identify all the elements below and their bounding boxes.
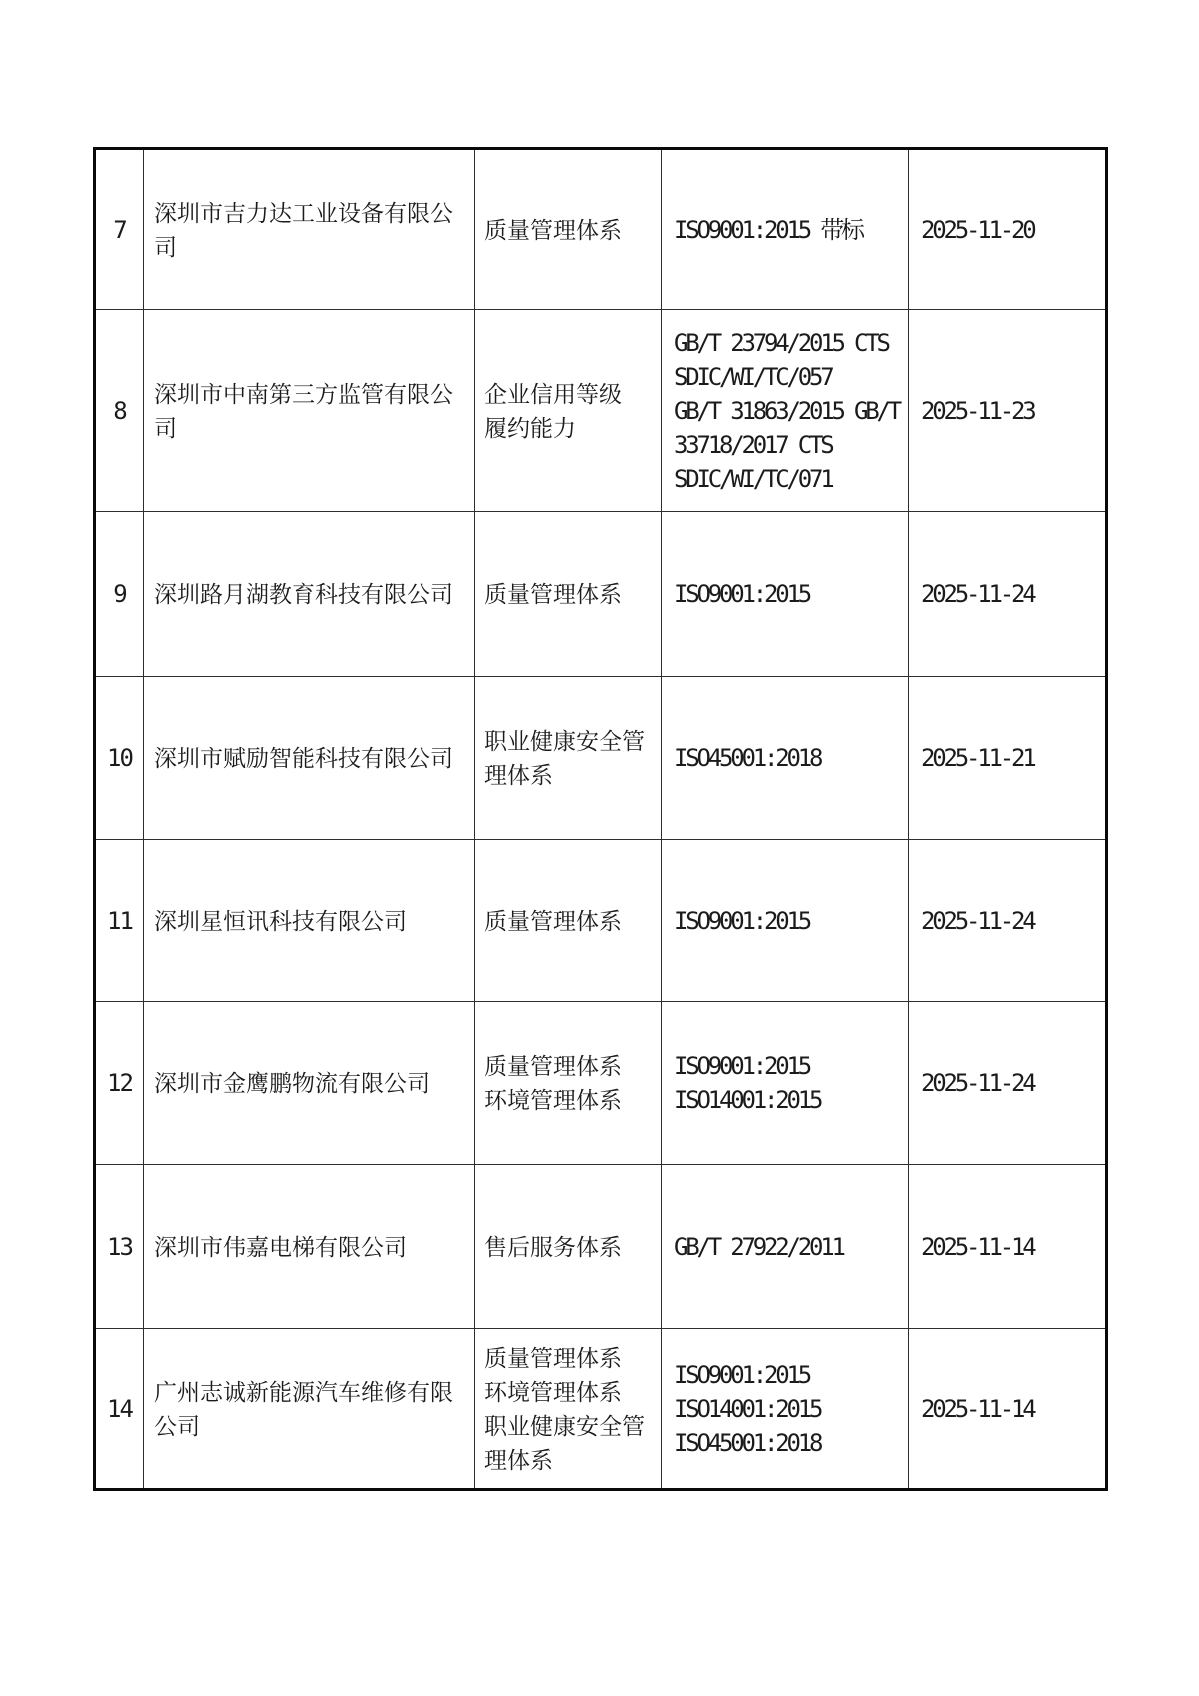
table-row — [95, 677, 1107, 840]
system-type-cell — [475, 1002, 662, 1165]
system-type-entry: 履约能力 — [484, 414, 576, 441]
row-number-cell: 8 — [95, 310, 144, 512]
date-cell — [909, 1165, 1107, 1329]
system-type-cell — [475, 677, 662, 840]
standard-entry: GB/T 23794/2015 CTS SDIC/WI/TC/057 — [674, 328, 888, 391]
company-name-cell — [144, 310, 475, 512]
system-type-entry: 质量管理体系 — [484, 216, 622, 243]
standard-entry: GB/T 31863/2015 GB/T 33718/2017 CTS SDIC/WI/TC/071 — [674, 396, 899, 493]
table-row — [95, 840, 1107, 1002]
system-type-cell — [475, 1165, 662, 1329]
company-name-cell — [144, 840, 475, 1002]
standard-entry: ISO45001:2018 — [674, 744, 821, 772]
date-value: 2025-11-24 — [921, 906, 1034, 935]
standard-entry: ISO9001:2015 — [674, 906, 809, 935]
row-number-cell: 13 — [95, 1165, 144, 1329]
system-type-cell — [475, 310, 662, 512]
row-number-cell: 10 — [95, 677, 144, 840]
date-cell — [909, 310, 1107, 512]
system-type-entry: 质量管理体系 — [484, 1053, 622, 1079]
standard-cell — [662, 1165, 909, 1329]
standard-cell — [662, 512, 909, 677]
table-row — [95, 149, 1107, 310]
company-name: 深圳市中南第三方监管有限公司 — [154, 380, 453, 441]
standard-entry: ISO9001:2015 带标 — [674, 215, 862, 244]
standard-entry: GB/T 27922/2011 — [674, 1232, 843, 1261]
standard-cell — [662, 1329, 909, 1490]
date-value: 2025-11-14 — [921, 1394, 1034, 1423]
date-value: 2025-11-14 — [921, 1232, 1034, 1261]
table-row — [95, 1002, 1107, 1165]
date-cell — [909, 840, 1107, 1002]
standard-entry: ISO9001:2015 — [674, 1360, 809, 1389]
standard-cell — [662, 677, 909, 840]
standard-cell — [662, 149, 909, 310]
system-type-cell — [475, 840, 662, 1002]
company-name-cell — [144, 1329, 475, 1490]
table-row — [95, 310, 1107, 512]
company-name: 广州志诚新能源汽车维修有限公司 — [154, 1378, 453, 1439]
system-type-entry: 环境管理体系 — [484, 1087, 622, 1113]
system-type-cell — [475, 512, 662, 677]
company-name-cell — [144, 149, 475, 310]
certification-table — [93, 147, 1108, 1491]
row-number-cell: 14 — [95, 1329, 144, 1490]
company-name: 深圳路月湖教育科技有限公司 — [154, 581, 453, 607]
date-cell — [909, 677, 1107, 840]
standard-cell — [662, 840, 909, 1002]
standard-entry: ISO45001:2018 — [674, 1428, 821, 1457]
table-row — [95, 512, 1107, 677]
date-value: 2025-11-24 — [921, 1069, 1034, 1097]
system-type-entry: 质量管理体系 — [484, 907, 622, 934]
company-name-cell — [144, 1165, 475, 1329]
system-type-entry: 质量管理体系 — [484, 1344, 622, 1371]
system-type-entry: 职业健康安全管理体系 — [484, 728, 645, 788]
table-row — [95, 1165, 1107, 1329]
row-number-cell: 7 — [95, 149, 144, 310]
date-cell — [909, 512, 1107, 677]
system-type-entry: 企业信用等级 — [484, 380, 622, 407]
table-row — [95, 1329, 1107, 1490]
system-type-entry: 售后服务体系 — [484, 1233, 622, 1260]
row-number-cell: 12 — [95, 1002, 144, 1165]
standard-entry: ISO9001:2015 — [674, 1052, 809, 1080]
standard-entry: ISO14001:2015 — [674, 1394, 821, 1423]
date-value: 2025-11-24 — [921, 580, 1034, 608]
system-type-cell — [475, 1329, 662, 1490]
date-cell — [909, 149, 1107, 310]
system-type-cell — [475, 149, 662, 310]
row-number-cell: 9 — [95, 512, 144, 677]
date-cell — [909, 1329, 1107, 1490]
system-type-entry: 环境管理体系 — [484, 1378, 622, 1405]
company-name: 深圳市赋励智能科技有限公司 — [154, 745, 453, 771]
standard-cell — [662, 310, 909, 512]
company-name-cell — [144, 512, 475, 677]
company-name: 深圳市金鹰鹏物流有限公司 — [154, 1070, 430, 1096]
company-name: 深圳市伟嘉电梯有限公司 — [154, 1233, 407, 1260]
company-name-cell — [144, 1002, 475, 1165]
company-name: 深圳市吉力达工业设备有限公司 — [154, 199, 453, 260]
date-value: 2025-11-23 — [921, 396, 1034, 425]
row-number-cell: 11 — [95, 840, 144, 1002]
standard-entry: ISO9001:2015 — [674, 580, 809, 608]
date-value: 2025-11-21 — [921, 744, 1034, 772]
company-name-cell — [144, 677, 475, 840]
company-name: 深圳星恒讯科技有限公司 — [154, 907, 407, 934]
standard-entry: ISO14001:2015 — [674, 1086, 821, 1114]
standard-cell — [662, 1002, 909, 1165]
system-type-entry: 质量管理体系 — [484, 581, 622, 607]
date-value: 2025-11-20 — [921, 215, 1034, 244]
system-type-entry: 职业健康安全管理体系 — [484, 1412, 645, 1473]
date-cell — [909, 1002, 1107, 1165]
